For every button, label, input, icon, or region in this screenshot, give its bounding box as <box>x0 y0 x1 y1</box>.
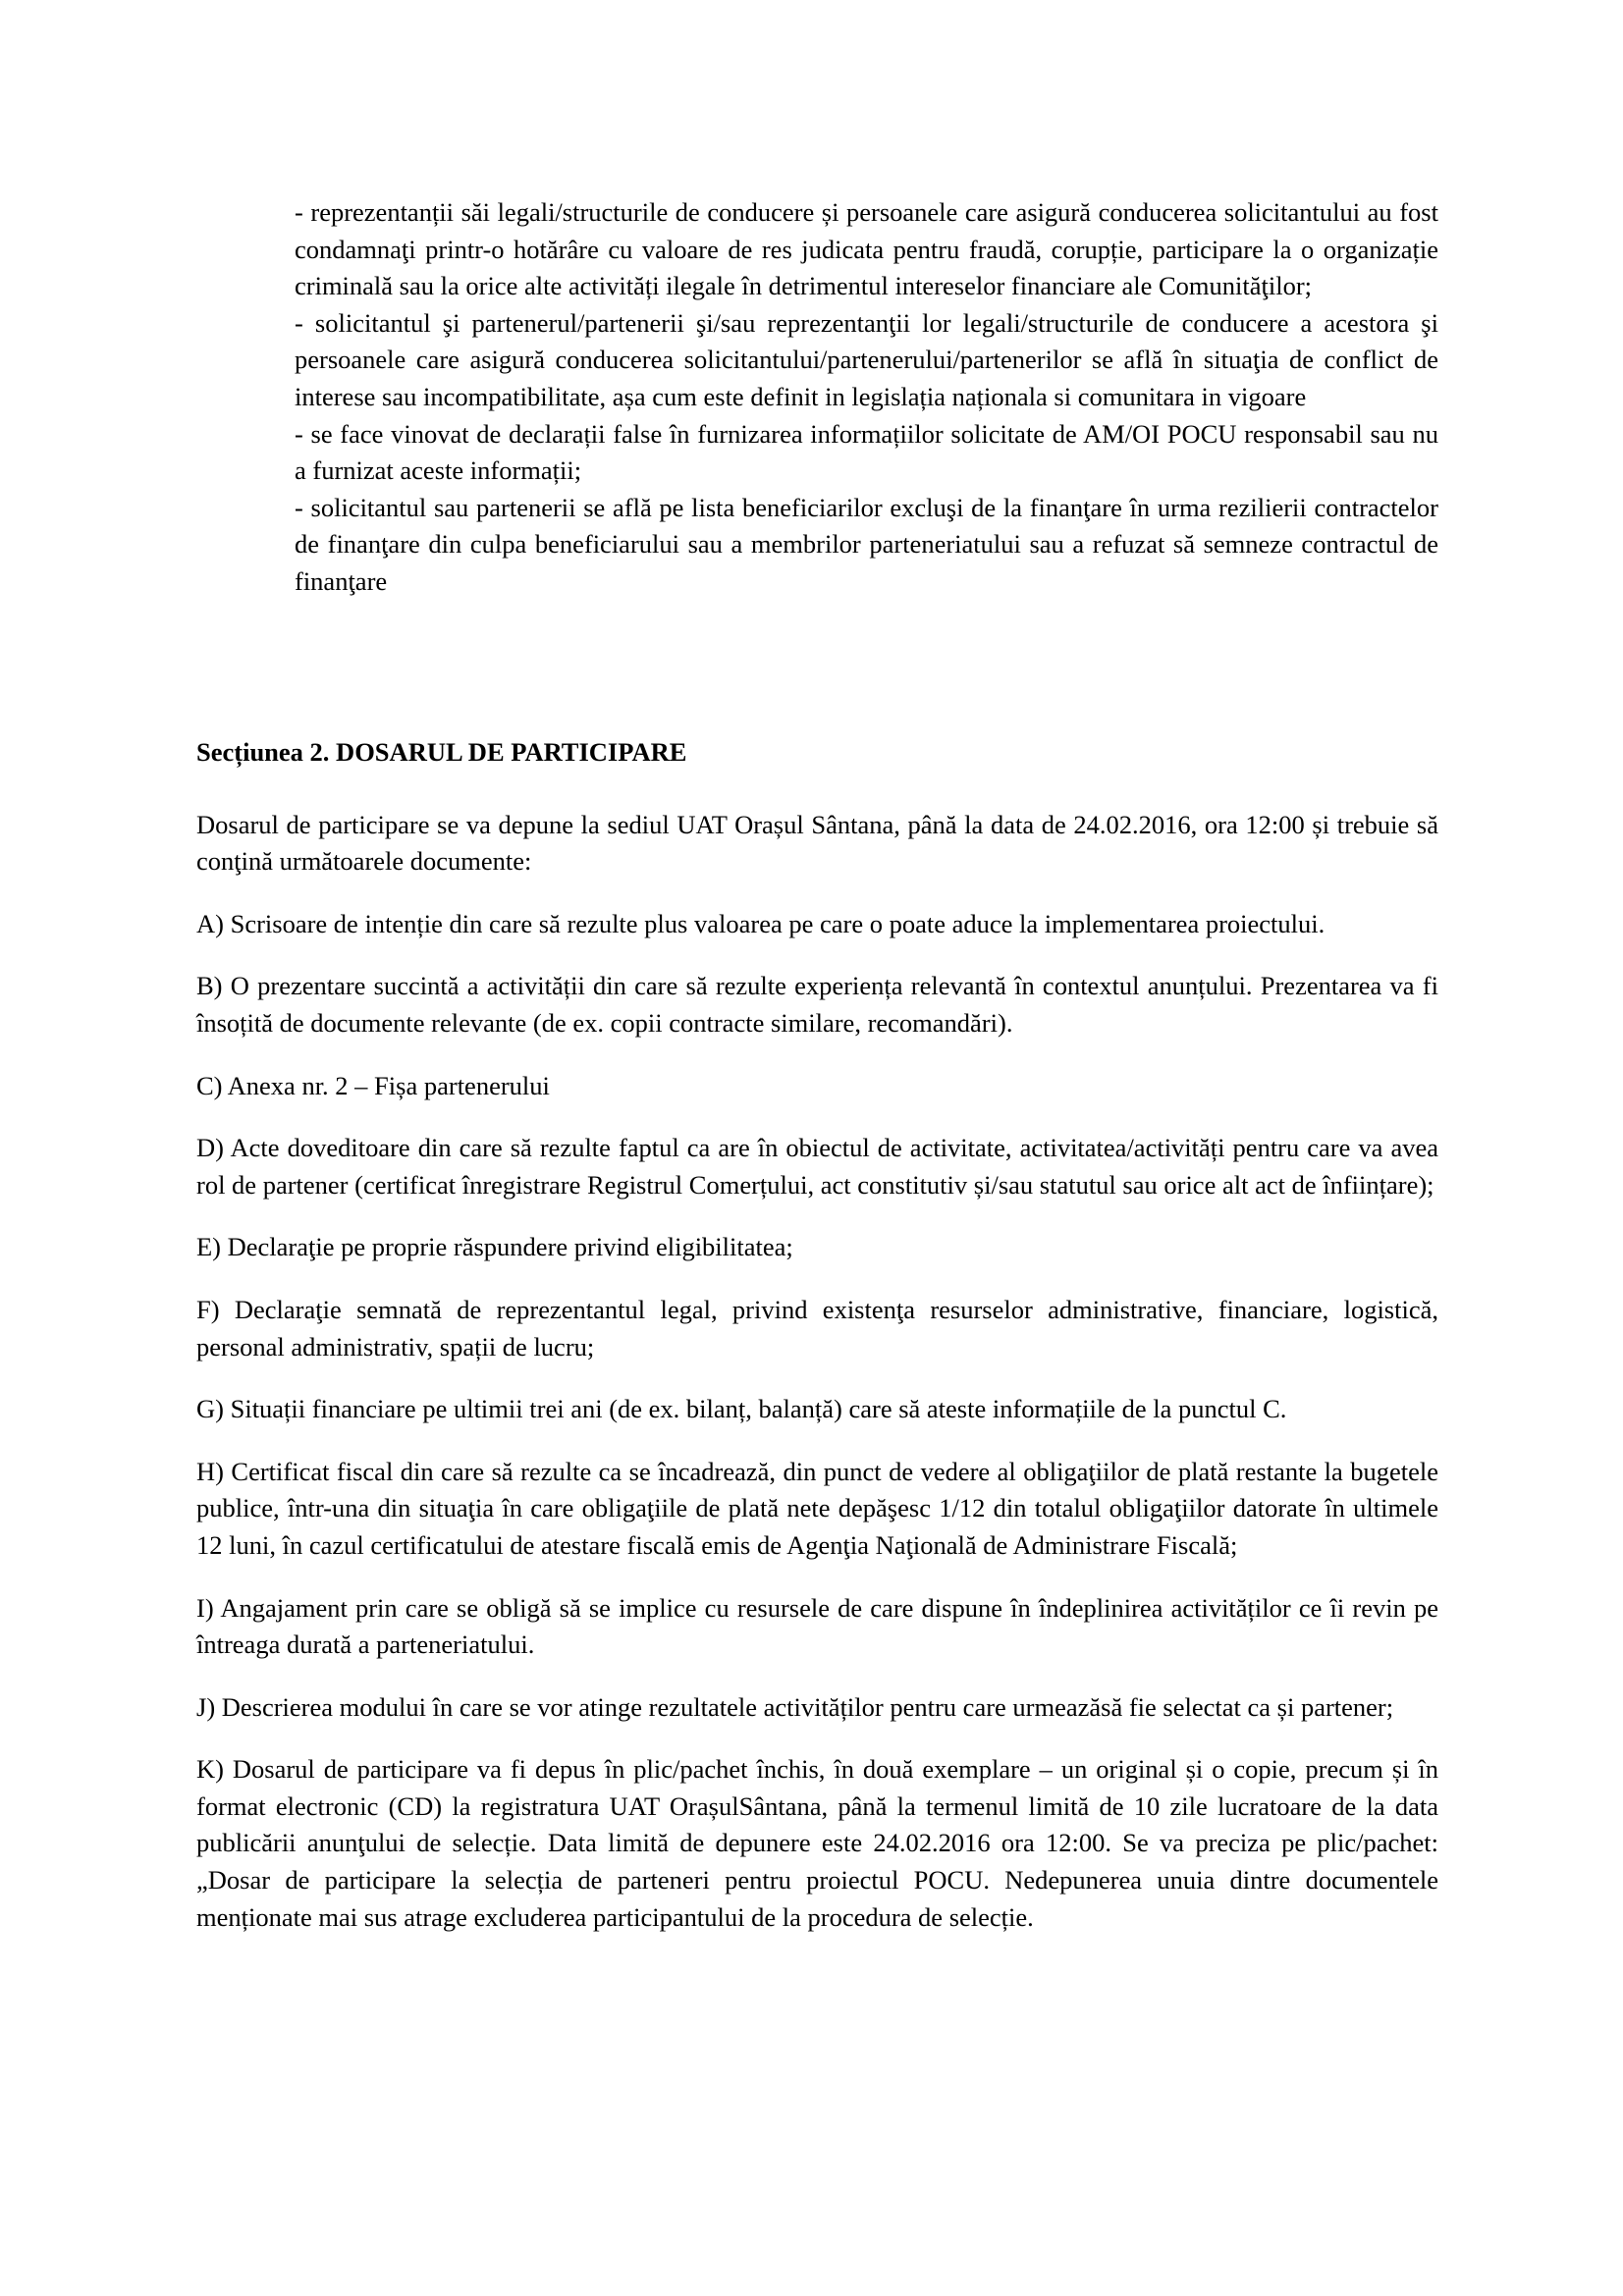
paragraph-e: E) Declaraţie pe proprie răspundere privind eligibilitatea; <box>196 1232 793 1262</box>
exclusion-criteria-list <box>295 194 1438 601</box>
list-item: - reprezentanții săi legali/structurile de conducere și persoanele care asigură conducerea solicitantului au fost condamnaţi printr-o hotărâre cu valoare de res judicata pentru fraudă, corupție, participare la o organizație criminală sau la orice alte activități ilegale în detrimentul intereselor financiare ale Comunităţilor; <box>295 197 1438 301</box>
section-title: Secțiunea 2. DOSARUL DE PARTICIPARE <box>196 737 687 767</box>
paragraph-i: I) Angajament prin care se obligă să se implice cu resursele de care dispune în îndeplinirea activităților ce îi revin pe întreaga durată a parteneriatului. <box>196 1592 1438 1660</box>
list-item: - solicitantul şi partenerul/partenerii şi/sau reprezentanţii lor legali/structurile de conducere a acestora şi persoanele care asigură conducerea solicitantului/partenerului/partenerilor se află în situaţia de conflict de interese sau incompatibilitate, așa cum este definit in legislația naționala si comunitara in vigoare <box>295 307 1438 411</box>
paragraph-j: J) Descrierea modului în care se vor atinge rezultatele activităților pentru care urmeazăsă fie selectat ca și partener; <box>196 1691 1394 1722</box>
paragraph-intro: Dosarul de participare se va depune la sediul UAT Orașul Sântana, până la data de 24.02.2016, ora 12:00 și trebuie să conţină următoarele documente: <box>196 809 1438 877</box>
paragraph-f: F) Declaraţie semnată de reprezentantul legal, privind existenţa resurselor administrative, financiare, logistică, personal administrativ, spații de lucru; <box>196 1294 1438 1362</box>
paragraph-c: C) Anexa nr. 2 – Fișa partenerului <box>196 1070 550 1100</box>
paragraph-k: K) Dosarul de participare va fi depus în plic/pachet închis, în două exemplare – un original și o copie, precum și în format electronic (CD) la registratura UAT OrașulSântana, până la termenul limită de 10 zile lucratoare de la data publicării anunţului de selecție. Data limită de depunere este 24.02.2016 ora 12:00. Se va preciza pe plic/pachet: „Dosar de participare la selecția de parteneri pentru proiectul POCU. Nedepunerea unuia dintre documentele menționate mai sus atrage excluderea participantului de la procedura de selecție. <box>196 1754 1438 1932</box>
paragraph-g: G) Situații financiare pe ultimii trei ani (de ex. bilanț, balanță) care să ateste informațiile de la punctul C. <box>196 1394 1287 1424</box>
paragraph-h: H) Certificat fiscal din care să rezulte ca se încadrează, din punct de vedere al obligaţiilor de plată restante la bugetele publice, într-una din situaţia în care obligaţiile de plată nete depăşesc 1/12 din totalul obligaţiilor datorate în ultimele 12 luni, în cazul certificatului de atestare fiscală emis de Agenţia Naţională de Administrare Fiscală; <box>196 1456 1438 1560</box>
list-item: - se face vinovat de declarații false în furnizarea informațiilor solicitate de AM/OI POCU responsabil sau nu a furnizat aceste informații; <box>295 418 1438 486</box>
section-2 <box>196 734 1438 1961</box>
paragraph-b: B) O prezentare succintă a activității din care să rezulte experiența relevantă în contextul anunțului. Prezentarea va fi însoțită de documente relevante (de ex. copii contracte similare, recomandări). <box>196 971 1438 1038</box>
paragraph-d: D) Acte doveditoare din care să rezulte faptul ca are în obiectul de activitate, activitatea/activități pentru care va avea rol de partener (certificat înregistrare Registrul Comerțului, act constitutiv și/sau statutul sau orice alt act de înființare); <box>196 1133 1438 1200</box>
list-item: - solicitantul sau partenerii se află pe lista beneficiarilor excluşi de la finanţare în urma rezilierii contractelor de finanţare din culpa beneficiarului sau a membrilor parteneriatului sau a refuzat să semneze contractul de finanţare <box>295 492 1438 596</box>
paragraph-a: A) Scrisoare de intenție din care să rezulte plus valoarea pe care o poate aduce la implementarea proiectului. <box>196 908 1325 938</box>
